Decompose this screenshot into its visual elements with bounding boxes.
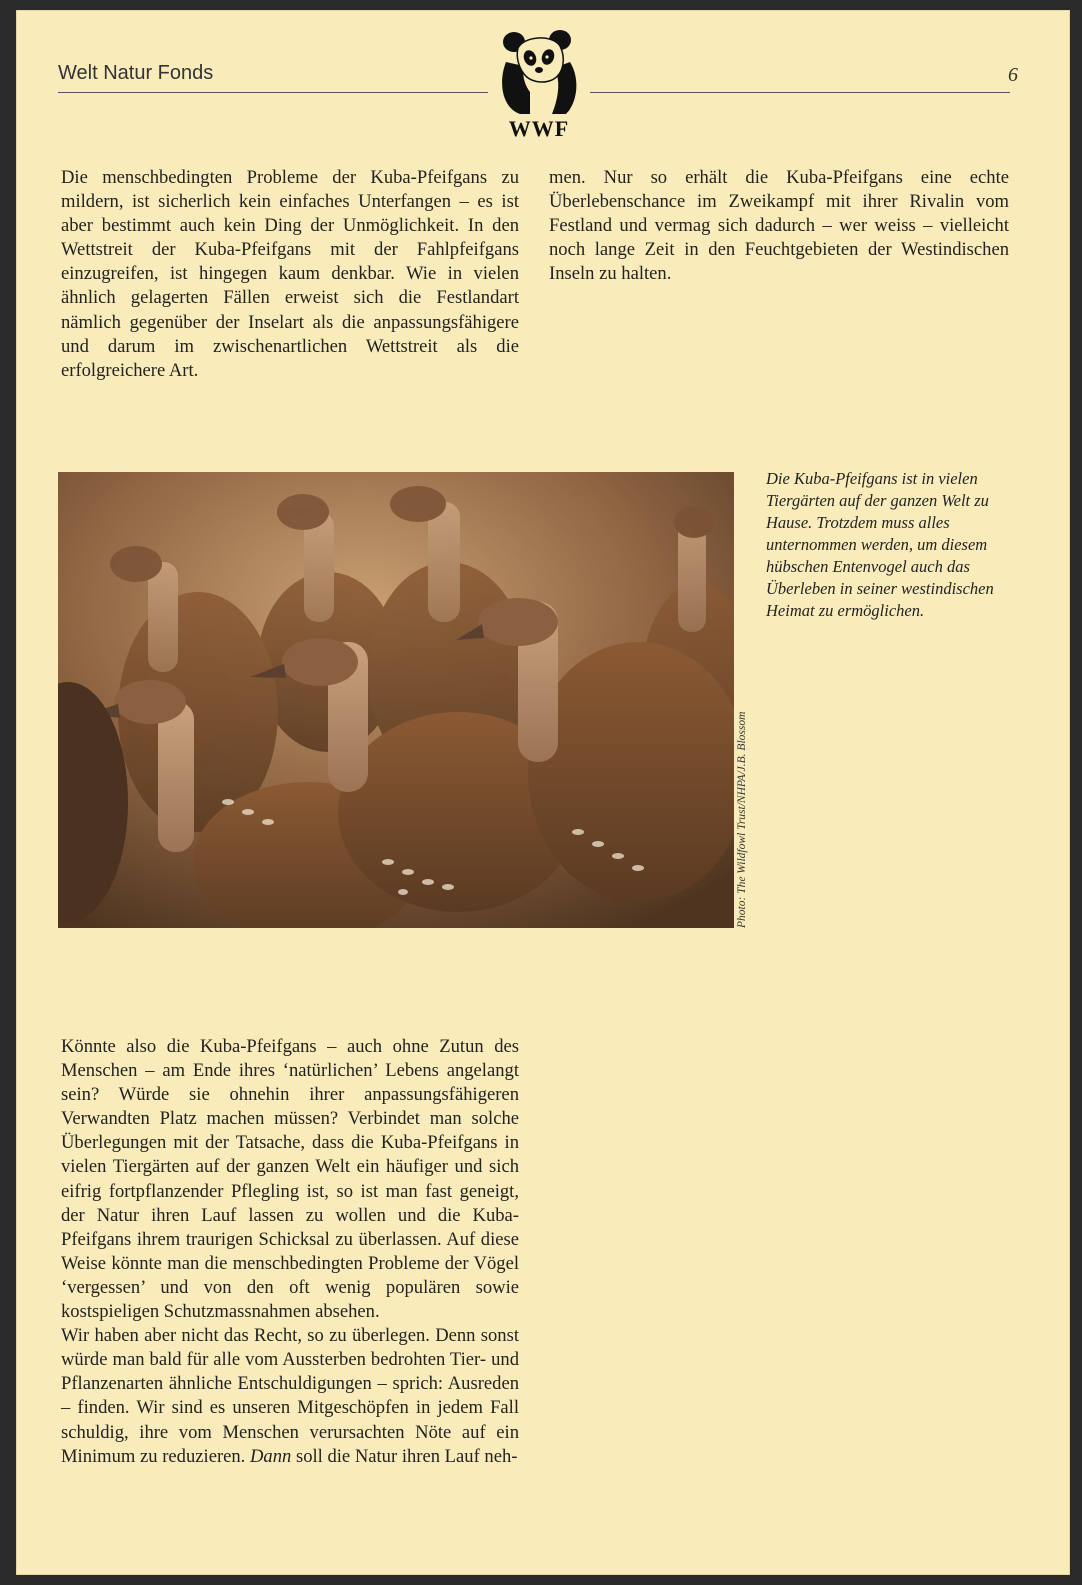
article-column-left-top bbox=[61, 166, 519, 383]
whistling-duck-photo bbox=[58, 472, 734, 928]
paragraph: Die menschbedingten Probleme der Kuba-Pfeifgans zu mildern, ist sicherlich kein einfaches Unterfangen – es ist aber bestimmt auch kein Ding der Unmöglichkeit. In den Wettstreit der Kuba-Pfeifgans mit der Fahlpfeifgans einzugreifen, ist hingegen kaum denkbar. Wie in vielen ähnlich gelagerten Fällen erweist sich die Festlandart nämlich gegenüber der Inselart als die anpassungsfähigere und darum im zwischenartlichen Wettstreit als die erfolgreichere Art. bbox=[61, 167, 519, 381]
ducks-illustration bbox=[58, 472, 734, 928]
document-page bbox=[16, 10, 1070, 1575]
panda-logo-icon bbox=[494, 22, 584, 118]
emphasis-text: Dann bbox=[249, 1445, 292, 1467]
wwf-logo bbox=[494, 22, 584, 142]
photo-credit: Photo: The Wildfowl Trust/NHPA/J.B. Blossom bbox=[736, 711, 748, 928]
page-number: 6 bbox=[1008, 64, 1018, 86]
svg-text:c: c bbox=[564, 106, 568, 112]
logo-text: WWF bbox=[508, 116, 570, 141]
header-rule-left bbox=[58, 92, 488, 93]
paragraph: men. Nur so erhält die Kuba-Pfeifgans eine echte Überlebenschance im Zweikampf mit ihrer Rivalin vom Festland und vermag sich dadurch – wer weiss – vielleicht noch lange Zeit in den Feuchtgebieten der Westindischen Inseln zu halten. bbox=[549, 167, 1009, 285]
article-column-right-top bbox=[549, 166, 1009, 286]
photo-caption: Die Kuba-Pfeifgans ist in vielen Tiergärten auf der ganzen Welt zu Hause. Trotzdem muss alles unternommen werden, um diesem hübschen Entenvogel auch das Überleben in seiner westindischen Heimat zu ermöglichen. bbox=[766, 469, 994, 620]
header-title: Welt Natur Fonds bbox=[58, 62, 214, 84]
paragraph bbox=[61, 1324, 519, 1469]
article-column-left-bottom bbox=[61, 1035, 519, 1469]
header-rule-right bbox=[590, 92, 1010, 93]
paragraph: Könnte also die Kuba-Pfeifgans – auch ohne Zutun des Menschen – am Ende ihres ‘natürlichen’ Lebens angelangt sein? Würde sie ohnehin ihrer anpassungsfähigeren Verwandten Platz machen müssen? Verbindet man solche Überlegungen mit der Tatsache, dass die Kuba-Pfeifgans in vielen Tiergärten auf der ganzen Welt ein häufiger und sich eifrig fortpflanzender Pflegling ist, so ist man fast geneigt, der Natur ihren Lauf lassen zu wollen und die Kuba-Pfeifgans ihrem traurigen Schicksal zu überlassen. Auf diese Weise könnte man die menschbedingten Probleme der Vögel ‘vergessen’ und von den oft wenig populären sowie kostspieligen Schutzmassnahmen absehen. bbox=[61, 1036, 519, 1323]
paragraph-text: Wir haben aber nicht das Recht, so zu überlegen. Denn sonst würde man bald für alle vom Aussterben bedrohten Tier- und Pflanzenarten ähnliche Entschuldigungen – sprich: Ausreden – finden. Wir sind es unseren Mitgeschöpfen in jedem Fall schuldig, ihre vom Menschen verursachten Nöte auf ein Minimum zu reduzieren. bbox=[61, 1325, 519, 1467]
paragraph-text: soll die Natur ihren Lauf neh- bbox=[291, 1445, 518, 1467]
